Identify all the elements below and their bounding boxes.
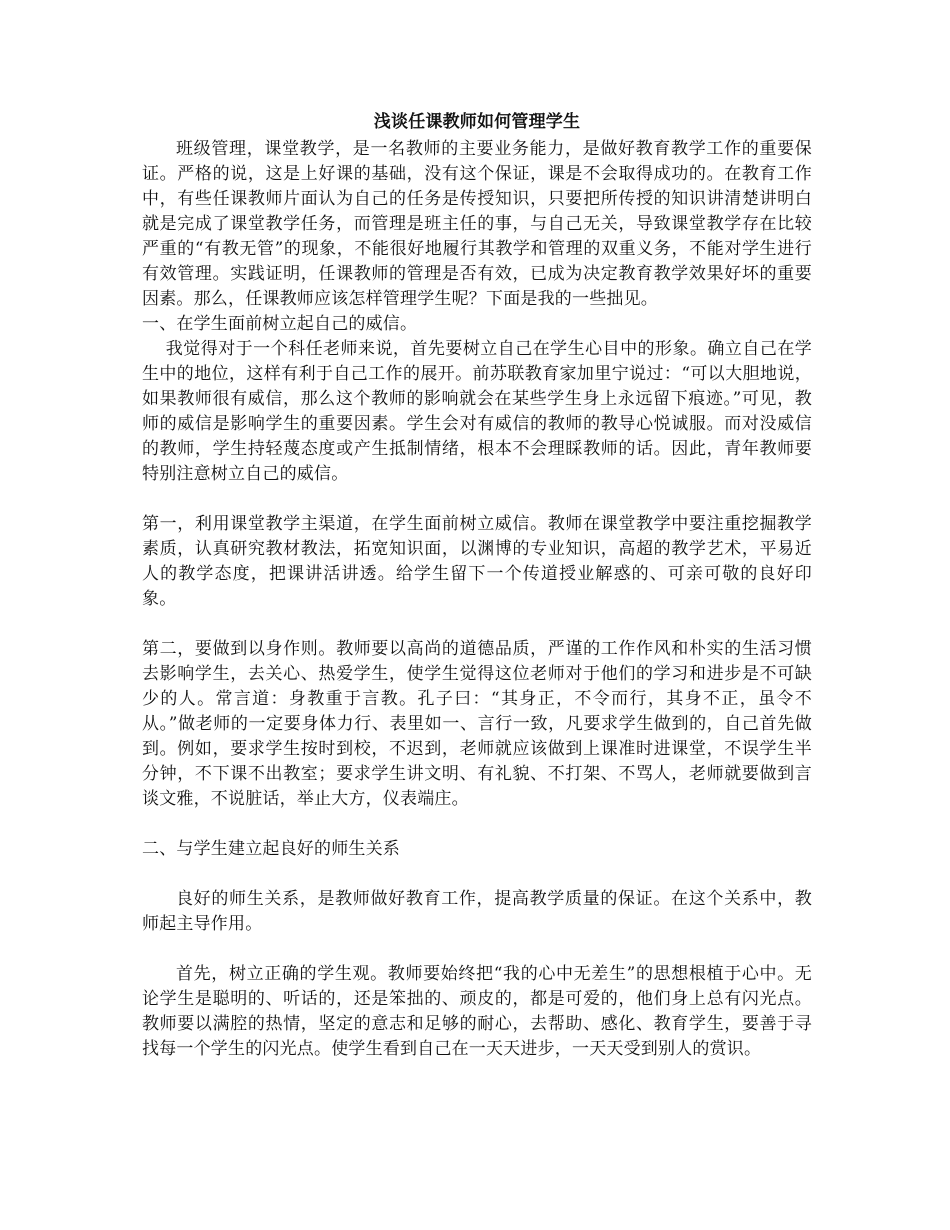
section-heading-2: 二、与学生建立起良好的师生关系 <box>142 839 400 859</box>
section-heading-1: 一、在学生面前树立起自己的威信。 <box>142 314 418 334</box>
paragraph-intro: 班级管理，课堂教学，是一名教师的主要业务能力，是做好教育教学工作的重要保证。严格的说，这是上好课的基础，没有这个保证，课是不会取得成功的。在教育工作中，有些任课教师片面认为自己的任务是传授知识，只要把所传授的知识讲清楚讲明白就是完成了课堂教学任务，而管理是班主任的事，与自己无关，导致课堂教学存在比较严重的“有教无管”的现象，不能很好地履行其教学和管理的双重义务，不能对学生进行有效管理。实践证明，任课教师的管理是否有效，已成为决定教育教学效果好坏的重要因素。那么，任课教师应该怎样管理学生呢？下面是我的一些拙见。 <box>142 139 812 309</box>
paragraph-spacer <box>142 862 812 887</box>
paragraph-spacer <box>142 812 812 837</box>
paragraph-student-view: 首先，树立正确的学生观。教师要始终把“我的心中无差生”的思想根植于心中。无论学生是聪明的、听话的，还是笨拙的、顽皮的，都是可爱的，他们身上总有闪光点。教师要以满腔的热情，坚定的意志和足够的耐心，去帮助、感化、教育学生，要善于寻找每一个学生的闪光点。使学生看到自己在一天天进步，一天天受到别人的赏识。 <box>142 964 812 1059</box>
paragraph-point-1: 第一，利用课堂教学主渠道，在学生面前树立威信。教师在课堂教学中要注重挖掘教学素质，认真研究教材教法，拓宽知识面，以渊博的专业知识，高超的教学艺术，平易近人的教学态度，把课讲活讲透。给学生留下一个传道授业解惑的、可亲可敬的良好印象。 <box>142 514 812 609</box>
paragraph-spacer <box>142 937 812 962</box>
paragraph-relationship: 良好的师生关系，是教师做好教育工作，提高教学质量的保证。在这个关系中，教师起主导作用。 <box>142 889 812 934</box>
paragraph-authority: 我觉得对于一个科任老师来说，首先要树立自己在学生心目中的形象。确立自己在学生中的地位，这样有利于自己工作的展开。前苏联教育家加里宁说过：“可以大胆地说，如果教师很有威信，那么这个教师的影响就会在某些学生身上永远留下痕迹。”可见，教师的威信是影响学生的重要因素。学生会对有威信的教师的教导心悦诚服。而对没威信的教师，学生持轻蔑态度或产生抵制情绪，根本不会理睬教师的话。因此，青年教师要特别注意树立自己的威信。 <box>142 339 812 484</box>
document-title: 浅谈任课教师如何管理学生 <box>373 112 581 132</box>
paragraph-spacer <box>142 612 812 637</box>
document-body <box>142 110 812 1062</box>
paragraph-point-2: 第二，要做到以身作则。教师要以高尚的道德品质，严谨的工作作风和朴实的生活习惯去影响学生，去关心、热爱学生，使学生觉得这位老师对于他们的学习和进步是不可缺少的人。常言道：身教重于言教。孔子曰：“其身正，不令而行，其身不正，虽令不从。”做老师的一定要身体力行、表里如一、言行一致，凡要求学生做到的，自己首先做到。例如，要求学生按时到校，不迟到，老师就应该做到上课准时进课堂，不误学生半分钟，不下课不出教室；要求学生讲文明、有礼貌、不打架、不骂人，老师就要做到言谈文雅，不说脏话，举止大方，仪表端庄。 <box>142 639 812 809</box>
paragraph-spacer <box>142 487 812 512</box>
